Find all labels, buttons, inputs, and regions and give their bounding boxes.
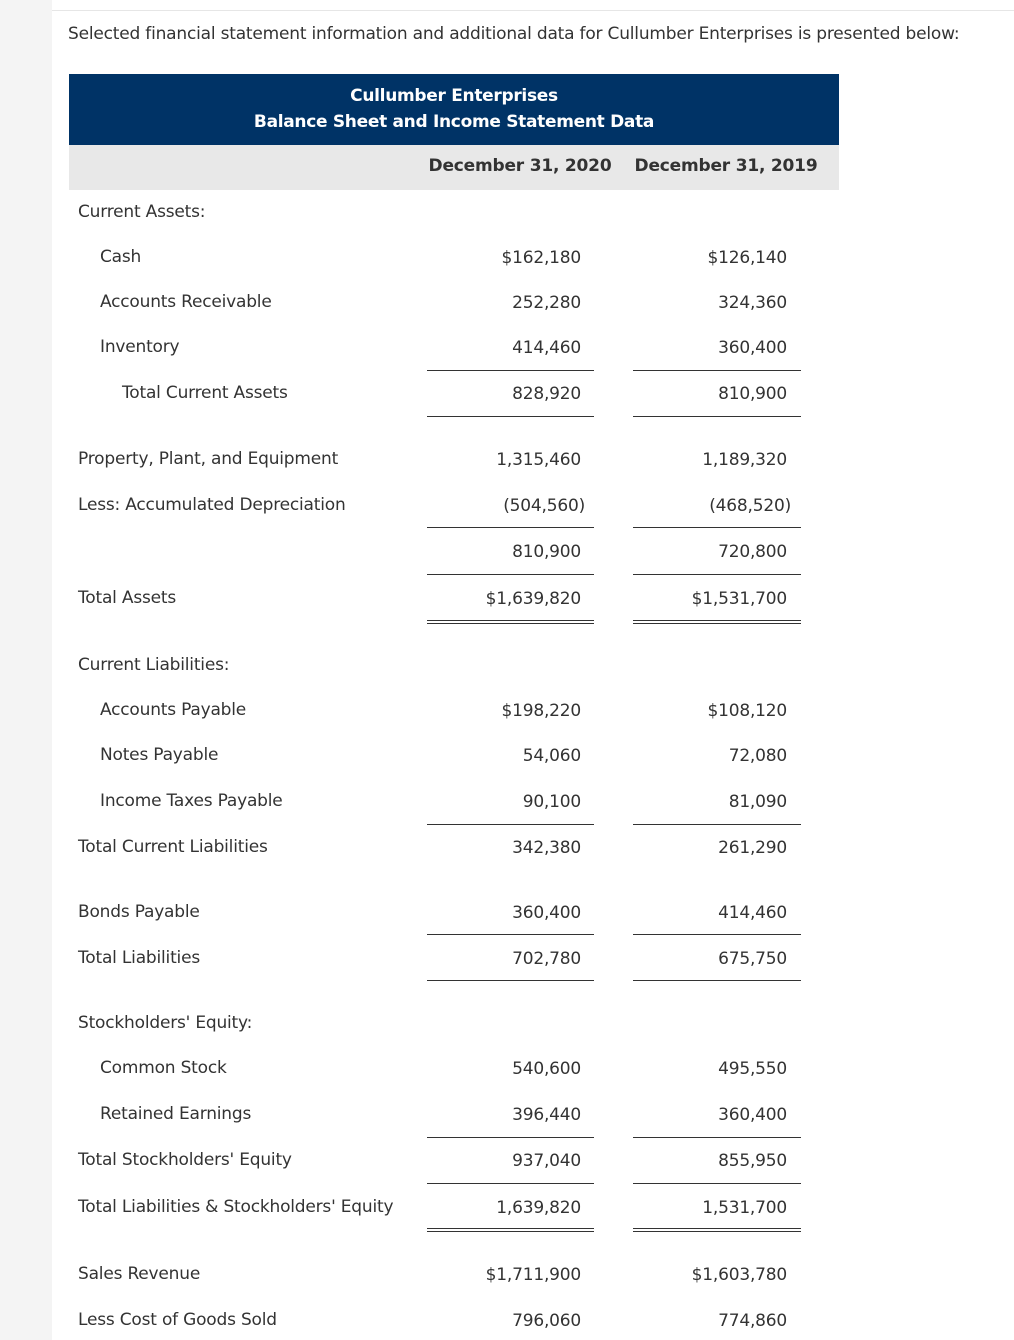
total-underline	[633, 1137, 801, 1138]
value-2019: 324,360	[718, 293, 787, 313]
value-2020: 342,380	[512, 838, 581, 858]
total-underline	[633, 574, 801, 575]
column-header-2020: December 31, 2020	[428, 156, 612, 176]
row-label: Total Assets	[78, 588, 177, 608]
value-2020: $162,180	[501, 248, 581, 268]
statement-subtitle: Balance Sheet and Income Statement Data	[253, 112, 655, 132]
left-margin-bar	[0, 0, 52, 1340]
row-label: Bonds Payable	[78, 902, 200, 922]
intro-text: Selected financial statement information and additional data for Cullumber Enterprises is presented below:	[68, 24, 960, 44]
grand-total-double-underline	[633, 1228, 801, 1232]
value-2020: 1,315,460	[496, 450, 581, 470]
row-label: Less Cost of Goods Sold	[78, 1310, 277, 1330]
column-header-row	[69, 145, 839, 190]
total-underline	[633, 980, 801, 981]
row-label: Total Current Assets	[122, 383, 288, 403]
total-underline	[427, 416, 594, 417]
total-underline	[427, 574, 594, 575]
value-2020: $1,711,900	[485, 1265, 581, 1285]
value-2020: 702,780	[512, 949, 581, 969]
value-2020: (504,560)	[503, 496, 585, 516]
row-label: Total Current Liabilities	[78, 837, 268, 857]
value-2019: (468,520)	[709, 496, 791, 516]
value-2019: 810,900	[718, 384, 787, 404]
row-label: Property, Plant, and Equipment	[78, 449, 339, 469]
row-label: Sales Revenue	[78, 1264, 201, 1284]
value-2019: 720,800	[718, 542, 787, 562]
value-2020: 810,900	[512, 542, 581, 562]
total-underline	[427, 370, 594, 371]
total-underline	[633, 824, 801, 825]
value-2020: 414,460	[512, 338, 581, 358]
value-2020: 360,400	[512, 903, 581, 923]
row-label: Inventory	[100, 337, 180, 357]
total-underline	[633, 527, 801, 528]
total-underline	[427, 934, 594, 935]
row-label: Common Stock	[100, 1058, 227, 1078]
value-2020: $198,220	[501, 701, 581, 721]
value-2019: 675,750	[718, 949, 787, 969]
total-underline	[427, 1137, 594, 1138]
total-underline	[427, 527, 594, 528]
value-2019: 360,400	[718, 1105, 787, 1125]
total-underline	[427, 1183, 594, 1184]
value-2019: 774,860	[718, 1311, 787, 1331]
value-2019: 72,080	[728, 746, 787, 766]
value-2020: 796,060	[512, 1311, 581, 1331]
total-underline	[427, 824, 594, 825]
value-2019: 855,950	[718, 1151, 787, 1171]
value-2019: 81,090	[728, 792, 787, 812]
row-label: Notes Payable	[100, 745, 219, 765]
row-label: Accounts Payable	[100, 700, 247, 720]
value-2020: 252,280	[512, 293, 581, 313]
value-2020: 54,060	[522, 746, 581, 766]
row-label: Income Taxes Payable	[100, 791, 283, 811]
company-name: Cullumber Enterprises	[350, 86, 558, 106]
row-label: Stockholders' Equity:	[78, 1013, 253, 1033]
value-2019: $1,603,780	[691, 1265, 787, 1285]
value-2020: $1,639,820	[485, 589, 581, 609]
top-divider	[52, 10, 1014, 11]
column-header-2019: December 31, 2019	[634, 156, 818, 176]
row-label: Total Stockholders' Equity	[78, 1150, 292, 1170]
value-2019: 495,550	[718, 1059, 787, 1079]
value-2019: 414,460	[718, 903, 787, 923]
value-2020: 396,440	[512, 1105, 581, 1125]
grand-total-double-underline	[633, 620, 801, 624]
value-2019: 261,290	[718, 838, 787, 858]
value-2019: $126,140	[707, 248, 787, 268]
row-label: Total Liabilities	[78, 948, 200, 968]
value-2019: $1,531,700	[691, 589, 787, 609]
grand-total-double-underline	[427, 620, 594, 624]
row-label: Accounts Receivable	[100, 292, 272, 312]
row-label: Retained Earnings	[100, 1104, 252, 1124]
value-2020: 540,600	[512, 1059, 581, 1079]
total-underline	[427, 980, 594, 981]
value-2019: 1,189,320	[702, 450, 787, 470]
total-underline	[633, 1183, 801, 1184]
row-label: Current Liabilities:	[78, 655, 230, 675]
row-label: Less: Accumulated Depreciation	[78, 495, 346, 515]
total-underline	[633, 416, 801, 417]
row-label: Current Assets:	[78, 202, 206, 222]
value-2020: 90,100	[522, 792, 581, 812]
value-2020: 1,639,820	[496, 1198, 581, 1218]
value-2019: 360,400	[718, 338, 787, 358]
table-title-header	[69, 74, 839, 145]
value-2020: 828,920	[512, 384, 581, 404]
row-label: Total Liabilities & Stockholders' Equity	[78, 1197, 394, 1217]
value-2019: $108,120	[707, 701, 787, 721]
value-2019: 1,531,700	[702, 1198, 787, 1218]
total-underline	[633, 934, 801, 935]
value-2020: 937,040	[512, 1151, 581, 1171]
total-underline	[633, 370, 801, 371]
grand-total-double-underline	[427, 1228, 594, 1232]
row-label: Cash	[100, 247, 142, 267]
